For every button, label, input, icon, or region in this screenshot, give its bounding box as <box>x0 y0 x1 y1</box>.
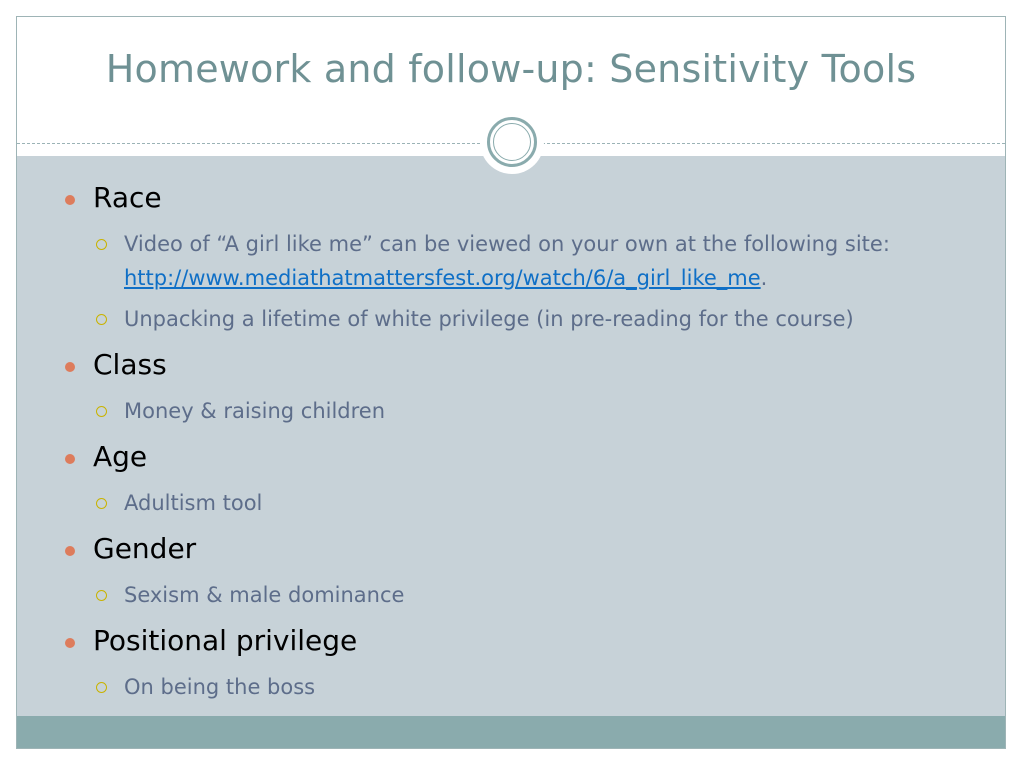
sub-bullet-circle-icon <box>96 314 107 325</box>
link-trailing-punctuation: . <box>760 266 768 290</box>
sub-bullet-circle-icon <box>96 682 107 693</box>
sub-bullet-circle-icon <box>96 498 107 509</box>
circle-ornament-inner-ring <box>493 123 531 161</box>
slide-title: Homework and follow-up: Sensitivity Tools <box>105 47 917 91</box>
bullet-dot-icon <box>65 195 75 205</box>
list-item-adultism: Adultism tool <box>124 491 263 515</box>
bullet-dot-icon <box>65 546 75 556</box>
bullet-dot-icon <box>65 362 75 372</box>
list-item-text: Video of “A girl like me” can be viewed on your own at the following site: <box>124 232 890 256</box>
list-item-boss: On being the boss <box>124 675 316 699</box>
sub-bullet-circle-icon <box>96 406 107 417</box>
sub-bullet-circle-icon <box>96 239 107 250</box>
list-item-white-privilege: Unpacking a lifetime of white privilege (in pre-reading for the course) <box>124 307 854 331</box>
section-heading-positional-privilege: Positional privilege <box>93 624 358 657</box>
section-heading-age: Age <box>93 440 148 473</box>
bullet-dot-icon <box>65 638 75 648</box>
list-item-video <box>124 227 984 295</box>
content-area <box>17 156 1005 716</box>
list-item-money: Money & raising children <box>124 399 386 423</box>
bullet-dot-icon <box>65 454 75 464</box>
section-heading-race: Race <box>93 181 162 214</box>
slide <box>16 16 1006 749</box>
video-link[interactable]: http://www.mediathatmattersfest.org/watch/6/a_girl_like_me <box>124 266 761 290</box>
footer-bar <box>17 716 1005 749</box>
list-item-sexism: Sexism & male dominance <box>124 583 405 607</box>
section-heading-gender: Gender <box>93 532 197 565</box>
sub-bullet-circle-icon <box>96 590 107 601</box>
section-heading-class: Class <box>93 348 167 381</box>
